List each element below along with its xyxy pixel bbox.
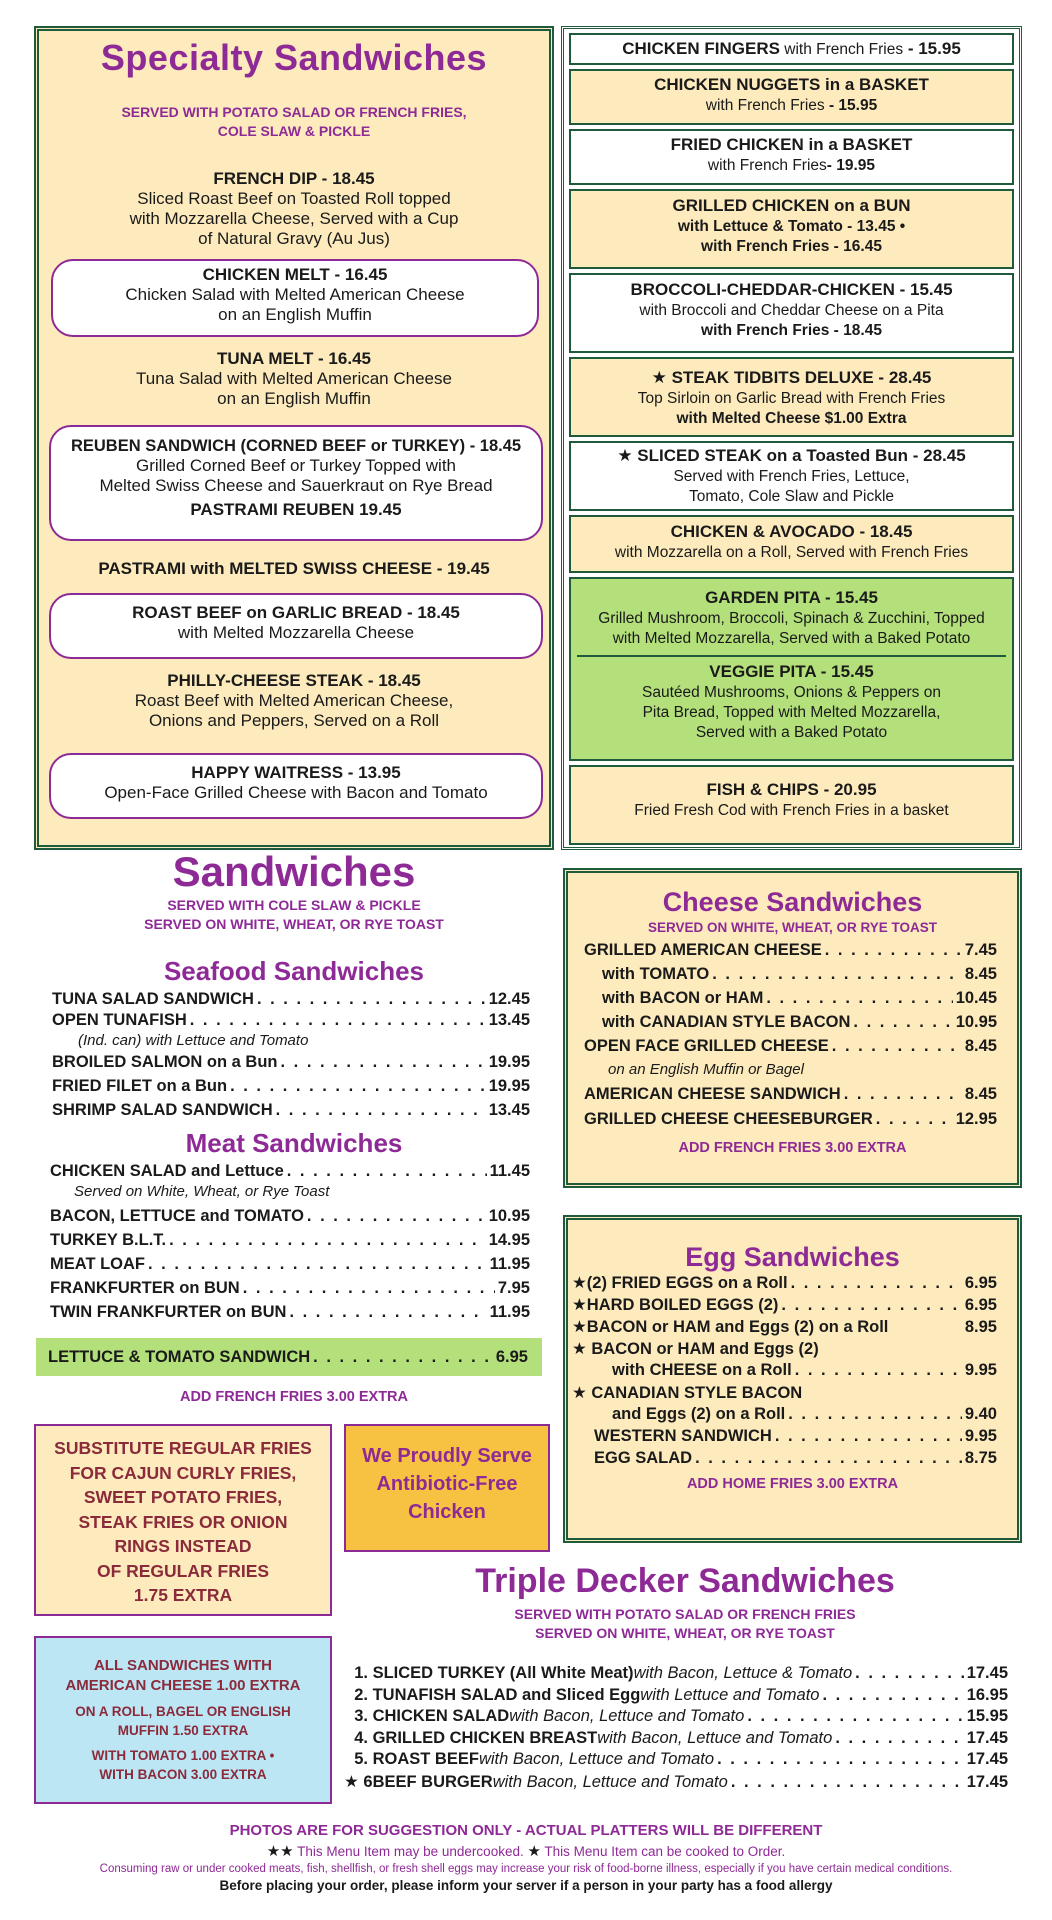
item-grilled-chicken: GRILLED CHICKEN on a BUN with Lettuce & Tomato - 13.45 • with French Fries - 16.45	[569, 189, 1014, 269]
egg-title: Egg Sandwiches	[685, 1242, 900, 1272]
list-item: BACON, LETTUCE and TOMATO . . . 10.95	[50, 1207, 530, 1231]
item-tuna-melt: TUNA MELT - 16.45 Tuna Salad with Melted American Cheese on an English Muffin	[136, 349, 452, 408]
cheese-add-fries: ADD FRENCH FRIES 3.00 EXTRA	[678, 1140, 907, 1156]
cheese-title: Cheese Sandwiches	[662, 887, 923, 917]
specialty-sandwiches-panel	[34, 26, 554, 850]
item-happy-waitress: HAPPY WAITRESS - 13.95 Open-Face Grilled Cheese with Bacon and Tomato	[49, 753, 543, 819]
list-item: TWIN FRANKFURTER on BUN . . . 11.95	[50, 1303, 530, 1327]
specialty-subtitle: SERVED WITH POTATO SALAD OR FRENCH FRIES, COLE SLAW & PICKLE	[121, 104, 467, 139]
meat-list	[50, 1162, 530, 1327]
star-icon: ★	[527, 1843, 541, 1860]
list-item: 5. ROAST BEEF with Bacon, Lettuce and Tomato . . . 17.45	[344, 1750, 1008, 1772]
item-garden-pita: GARDEN PITA - 15.45 Grilled Mushroom, Broccoli, Spinach & Zucchini, Topped with Melted Mozzarella, Served with a Baked Potato	[598, 588, 985, 647]
list-item: MEAT LOAF . . . 11.95	[50, 1255, 530, 1279]
list-item: TUNA SALAD SANDWICH . . . 12.45	[52, 990, 530, 1011]
cooking-legend: ★★ This Menu Item may be undercooked. ★ This Menu Item can be cooked to Order.	[266, 1843, 786, 1860]
list-item: OPEN FACE GRILLED CHEESE . . . 8.45	[584, 1037, 997, 1061]
list-item: 2. TUNAFISH SALAD and Sliced Egg with Lettuce and Tomato . . . 16.95	[344, 1686, 1008, 1708]
sandwiches-header: Sandwiches SERVED WITH COLE SLAW & PICKLE SERVED ON WHITE, WHEAT, OR RYE TOAST	[34, 848, 554, 934]
meat-title: Meat Sandwiches	[185, 1128, 403, 1158]
chicken-steak-panel	[561, 26, 1022, 850]
double-star-icon: ★★	[266, 1843, 294, 1860]
list-item: 3. CHICKEN SALAD with Bacon, Lettuce and Tomato . . . 15.95	[344, 1707, 1008, 1729]
seafood-list	[52, 990, 530, 1125]
list-item: FRIED FILET on a Bun . . . 19.95	[52, 1077, 530, 1101]
antibiotic-free-box: We Proudly Serve Antibiotic-Free Chicken	[344, 1424, 550, 1552]
list-item: ★ 6. BEEF BURGER with Bacon, Lettuce and Tomato . . . 17.45	[344, 1772, 1008, 1794]
list-item: ★ (2) FRIED EGGS on a Roll . . . 6.95	[572, 1273, 997, 1295]
list-item: WESTERN SANDWICH . . . 9.95	[572, 1427, 997, 1449]
seafood-title: Seafood Sandwiches	[163, 956, 425, 986]
add-fries-note: ADD FRENCH FRIES 3.00 EXTRA	[179, 1389, 408, 1405]
item-fried-chicken: FRIED CHICKEN in a BASKET with French Fries- 19.95	[569, 129, 1014, 185]
seafood-note: (Ind. can) with Lettuce and Tomato	[78, 1032, 309, 1049]
item-reuben: REUBEN SANDWICH (CORNED BEEF or TURKEY) - 18.45 Grilled Corned Beef or Turkey Topped with Melted Swiss Cheese and Sauerkraut on Rye Bread PASTRAMI REUBEN 19.45	[49, 425, 543, 541]
meat-note: Served on White, Wheat, or Rye Toast	[74, 1183, 330, 1200]
list-item: TURKEY B.L.T. . . . 14.95	[50, 1231, 530, 1255]
list-item: EGG SALAD . . . 8.75	[572, 1449, 997, 1471]
list-item: with BACON or HAM . . . 10.45	[584, 989, 997, 1013]
list-item: 4. GRILLED CHICKEN BREAST with Bacon, Lettuce and Tomato . . . 17.45	[344, 1729, 1008, 1751]
sandwiches-title: Sandwiches	[172, 848, 416, 895]
triple-decker-title: Triple Decker Sandwiches	[475, 1562, 895, 1600]
list-item: 1. SLICED TURKEY (All White Meat) with Bacon, Lettuce & Tomato . . . 17.45	[344, 1664, 1008, 1686]
cheese-note: on an English Muffin or Bagel	[608, 1061, 804, 1078]
item-broccoli-cheddar: BROCCOLI-CHEDDAR-CHICKEN - 15.45 with Broccoli and Cheddar Cheese on a Pita with French Fries - 18.45	[569, 273, 1014, 353]
item-fish-chips: FISH & CHIPS - 20.95 Fried Fresh Cod with French Fries in a basket	[569, 765, 1014, 845]
footer	[0, 1822, 1052, 1893]
list-item: OPEN TUNAFISH . . . 13.45	[52, 1011, 530, 1032]
item-veggie-pita: VEGGIE PITA - 15.45 Sautéed Mushrooms, Onions & Peppers on Pita Bread, Topped with Melted Mozzarella, Served with a Baked Potato	[642, 662, 941, 741]
allergy-notice: Before placing your order, please inform your server if a person in your party has a food allergy	[219, 1878, 833, 1893]
list-item: with TOMATO . . . 8.45	[584, 965, 997, 989]
cheese-sandwiches-panel: Cheese Sandwiches SERVED ON WHITE, WHEAT, OR RYE TOAST GRILLED AMERICAN CHEESE . . . 7.45 with TOMATO . . . 8.45 with BACON or HAM . . . 10.45 with CANADIAN STYLE BACON . . . 10.95 OPEN FACE GRILLED CHEESE . . . 8.45 on an English Muffin or Bagel AMERICAN CHEESE SANDWICH . . . 8.45 GRILLED CHEESE CHEESEBURGER . . . 12.95 ADD FRENCH FRIES 3.00 EXTRA	[563, 868, 1022, 1188]
egg-add-fries: ADD HOME FRIES 3.00 EXTRA	[686, 1476, 899, 1492]
list-item: BROILED SALMON on a Bun . . . 19.95	[52, 1053, 530, 1077]
list-item: SHRIMP SALAD SANDWICH . . . 13.45	[52, 1101, 530, 1125]
item-chicken-melt: CHICKEN MELT - 16.45 Chicken Salad with Melted American Cheese on an English Muffin	[51, 259, 539, 337]
item-sliced-steak: ★ SLICED STEAK on a Toasted Bun - 28.45 Served with French Fries, Lettuce, Tomato, Cole Slaw and Pickle	[569, 441, 1014, 511]
item-philly: PHILLY-CHEESE STEAK - 18.45 Roast Beef with Melted American Cheese, Onions and Peppers, Served on a Roll	[134, 671, 454, 730]
item-chicken-nuggets: CHICKEN NUGGETS in a BASKET with French Fries - 15.95	[569, 69, 1014, 125]
egg-sandwiches-panel	[563, 1215, 1022, 1543]
photos-disclaimer: PHOTOS ARE FOR SUGGESTION ONLY - ACTUAL PLATTERS WILL BE DIFFERENT	[229, 1822, 823, 1839]
item-pastrami-swiss: PASTRAMI with MELTED SWISS CHEESE - 19.45	[98, 559, 490, 578]
list-item: with CHEESE on a Roll . . . 9.95	[572, 1361, 997, 1383]
list-item: FRANKFURTER on BUN . . . 7.95	[50, 1279, 530, 1303]
triple-decker-header: Triple Decker Sandwiches SERVED WITH POTATO SALAD OR FRENCH FRIES SERVED ON WHITE, WHEAT, OR RYE TOAST	[340, 1562, 1030, 1643]
item-chicken-avocado: CHICKEN & AVOCADO - 18.45 with Mozzarella on a Roll, Served with French Fries	[569, 515, 1014, 573]
list-item: ★ CANADIAN STYLE BACON	[572, 1384, 803, 1402]
triple-decker-list	[344, 1664, 1008, 1793]
item-chicken-fingers: CHICKEN FINGERS with French Fries - 15.95	[569, 33, 1014, 65]
list-item: CHICKEN SALAD and Lettuce . . . 11.45	[50, 1162, 530, 1183]
list-item: AMERICAN CHEESE SANDWICH . . . 8.45	[584, 1085, 997, 1110]
list-item: ★ HARD BOILED EGGS (2) . . . 6.95	[572, 1295, 997, 1317]
lettuce-tomato-bar: LETTUCE & TOMATO SANDWICH . . . 6.95	[36, 1338, 542, 1376]
list-item: ★ BACON or HAM and Eggs (2)	[572, 1340, 819, 1358]
list-item: ★ BACON or HAM and Eggs (2) on a Roll 8.95	[572, 1318, 997, 1336]
list-item: GRILLED AMERICAN CHEESE . . . 7.45	[584, 941, 997, 965]
substitute-fries-box: SUBSTITUTE REGULAR FRIES FOR CAJUN CURLY FRIES, SWEET POTATO FRIES, STEAK FRIES OR ONION RINGS INSTEAD OF REGULAR FRIES 1.75 EXTRA	[34, 1424, 332, 1616]
item-steak-tidbits: ★ STEAK TIDBITS DELUXE - 28.45 Top Sirloin on Garlic Bread with French Fries with Melted Cheese $1.00 Extra	[569, 357, 1014, 437]
sandwich-extras-box: ALL SANDWICHES WITH AMERICAN CHEESE 1.00 EXTRA ON A ROLL, BAGEL OR ENGLISH MUFFIN 1.50 EXTRA WITH TOMATO 1.00 EXTRA • WITH BACON 3.00 EXTRA	[34, 1636, 332, 1804]
list-item: with CANADIAN STYLE BACON . . . 10.95	[584, 1013, 997, 1037]
consumption-warning: Consuming raw or under cooked meats, fish, shellfish, or fresh shell eggs may increase your risk of food-borne illness, especially if you have certain medical conditions.	[99, 1863, 953, 1875]
list-item: and Eggs (2) on a Roll . . . 9.40	[572, 1405, 997, 1427]
pita-divider	[577, 655, 1006, 657]
list-item: GRILLED CHEESE CHEESEBURGER . . . 12.95	[584, 1110, 997, 1135]
item-french-dip: FRENCH DIP - 18.45 Sliced Roast Beef on Toasted Roll topped with Mozzarella Cheese, Served with a Cup of Natural Gravy (Au Jus)	[129, 169, 459, 248]
item-roast-beef: ROAST BEEF on GARLIC BREAD - 18.45 with Melted Mozzarella Cheese	[49, 593, 543, 659]
specialty-title: Specialty Sandwiches	[100, 37, 488, 78]
pita-box	[569, 577, 1014, 761]
